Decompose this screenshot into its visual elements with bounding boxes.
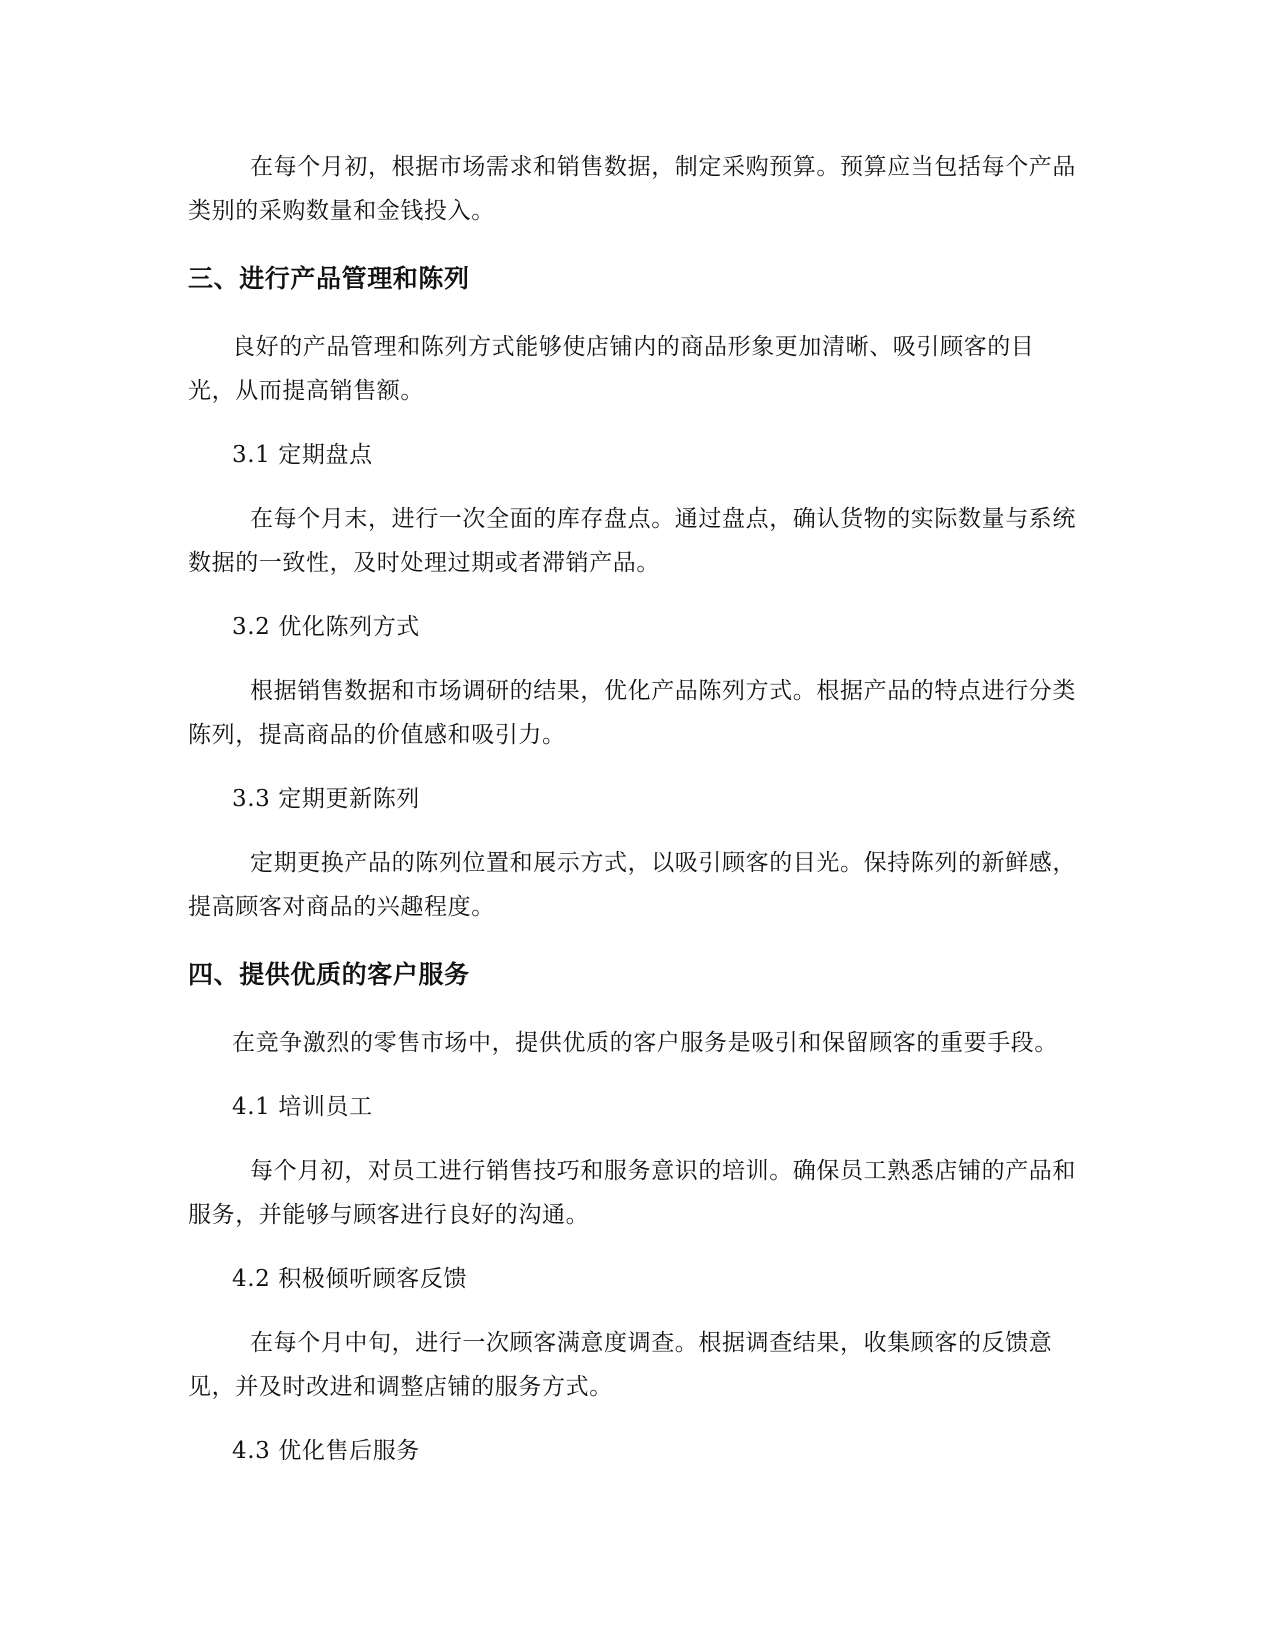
section-heading-product-management: 三、进行产品管理和陈列	[188, 264, 470, 293]
subheading-3-2: 3.2 优化陈列方式	[232, 614, 420, 640]
paragraph-display-optimization: 根据销售数据和市场调研的结果，优化产品陈列方式。根据产品的特点进行分类陈列，提高商品的价值感和吸引力。	[188, 678, 1076, 748]
section-heading-customer-service: 四、提供优质的客户服务	[188, 960, 470, 989]
subheading-3-3: 3.3 定期更新陈列	[232, 786, 420, 812]
paragraph-staff-training: 每个月初，对员工进行销售技巧和服务意识的培训。确保员工熟悉店铺的产品和服务，并能够与顾客进行良好的沟通。	[188, 1158, 1076, 1228]
subheading-4-2: 4.2 积极倾听顾客反馈	[232, 1266, 468, 1292]
paragraph-product-management-intro: 良好的产品管理和陈列方式能够使店铺内的商品形象更加清晰、吸引顾客的目光，从而提高销售额。	[188, 334, 1035, 404]
subheading-4-3: 4.3 优化售后服务	[232, 1438, 420, 1464]
paragraph-purchase-budget: 在每个月初，根据市场需求和销售数据，制定采购预算。预算应当包括每个产品类别的采购数量和金钱投入。	[188, 154, 1076, 224]
subheading-3-1: 3.1 定期盘点	[232, 442, 373, 468]
document-body	[188, 145, 1078, 1473]
paragraph-customer-service-intro: 在竞争激烈的零售市场中，提供优质的客户服务是吸引和保留顾客的重要手段。	[232, 1030, 1058, 1056]
paragraph-inventory-check: 在每个月末，进行一次全面的库存盘点。通过盘点，确认货物的实际数量与系统数据的一致性，及时处理过期或者滞销产品。	[188, 506, 1076, 576]
subheading-4-1: 4.1 培训员工	[232, 1094, 373, 1120]
paragraph-customer-feedback: 在每个月中旬，进行一次顾客满意度调查。根据调查结果，收集顾客的反馈意见，并及时改进和调整店铺的服务方式。	[188, 1330, 1053, 1400]
paragraph-display-update: 定期更换产品的陈列位置和展示方式，以吸引顾客的目光。保持陈列的新鲜感，提高顾客对商品的兴趣程度。	[188, 850, 1076, 920]
